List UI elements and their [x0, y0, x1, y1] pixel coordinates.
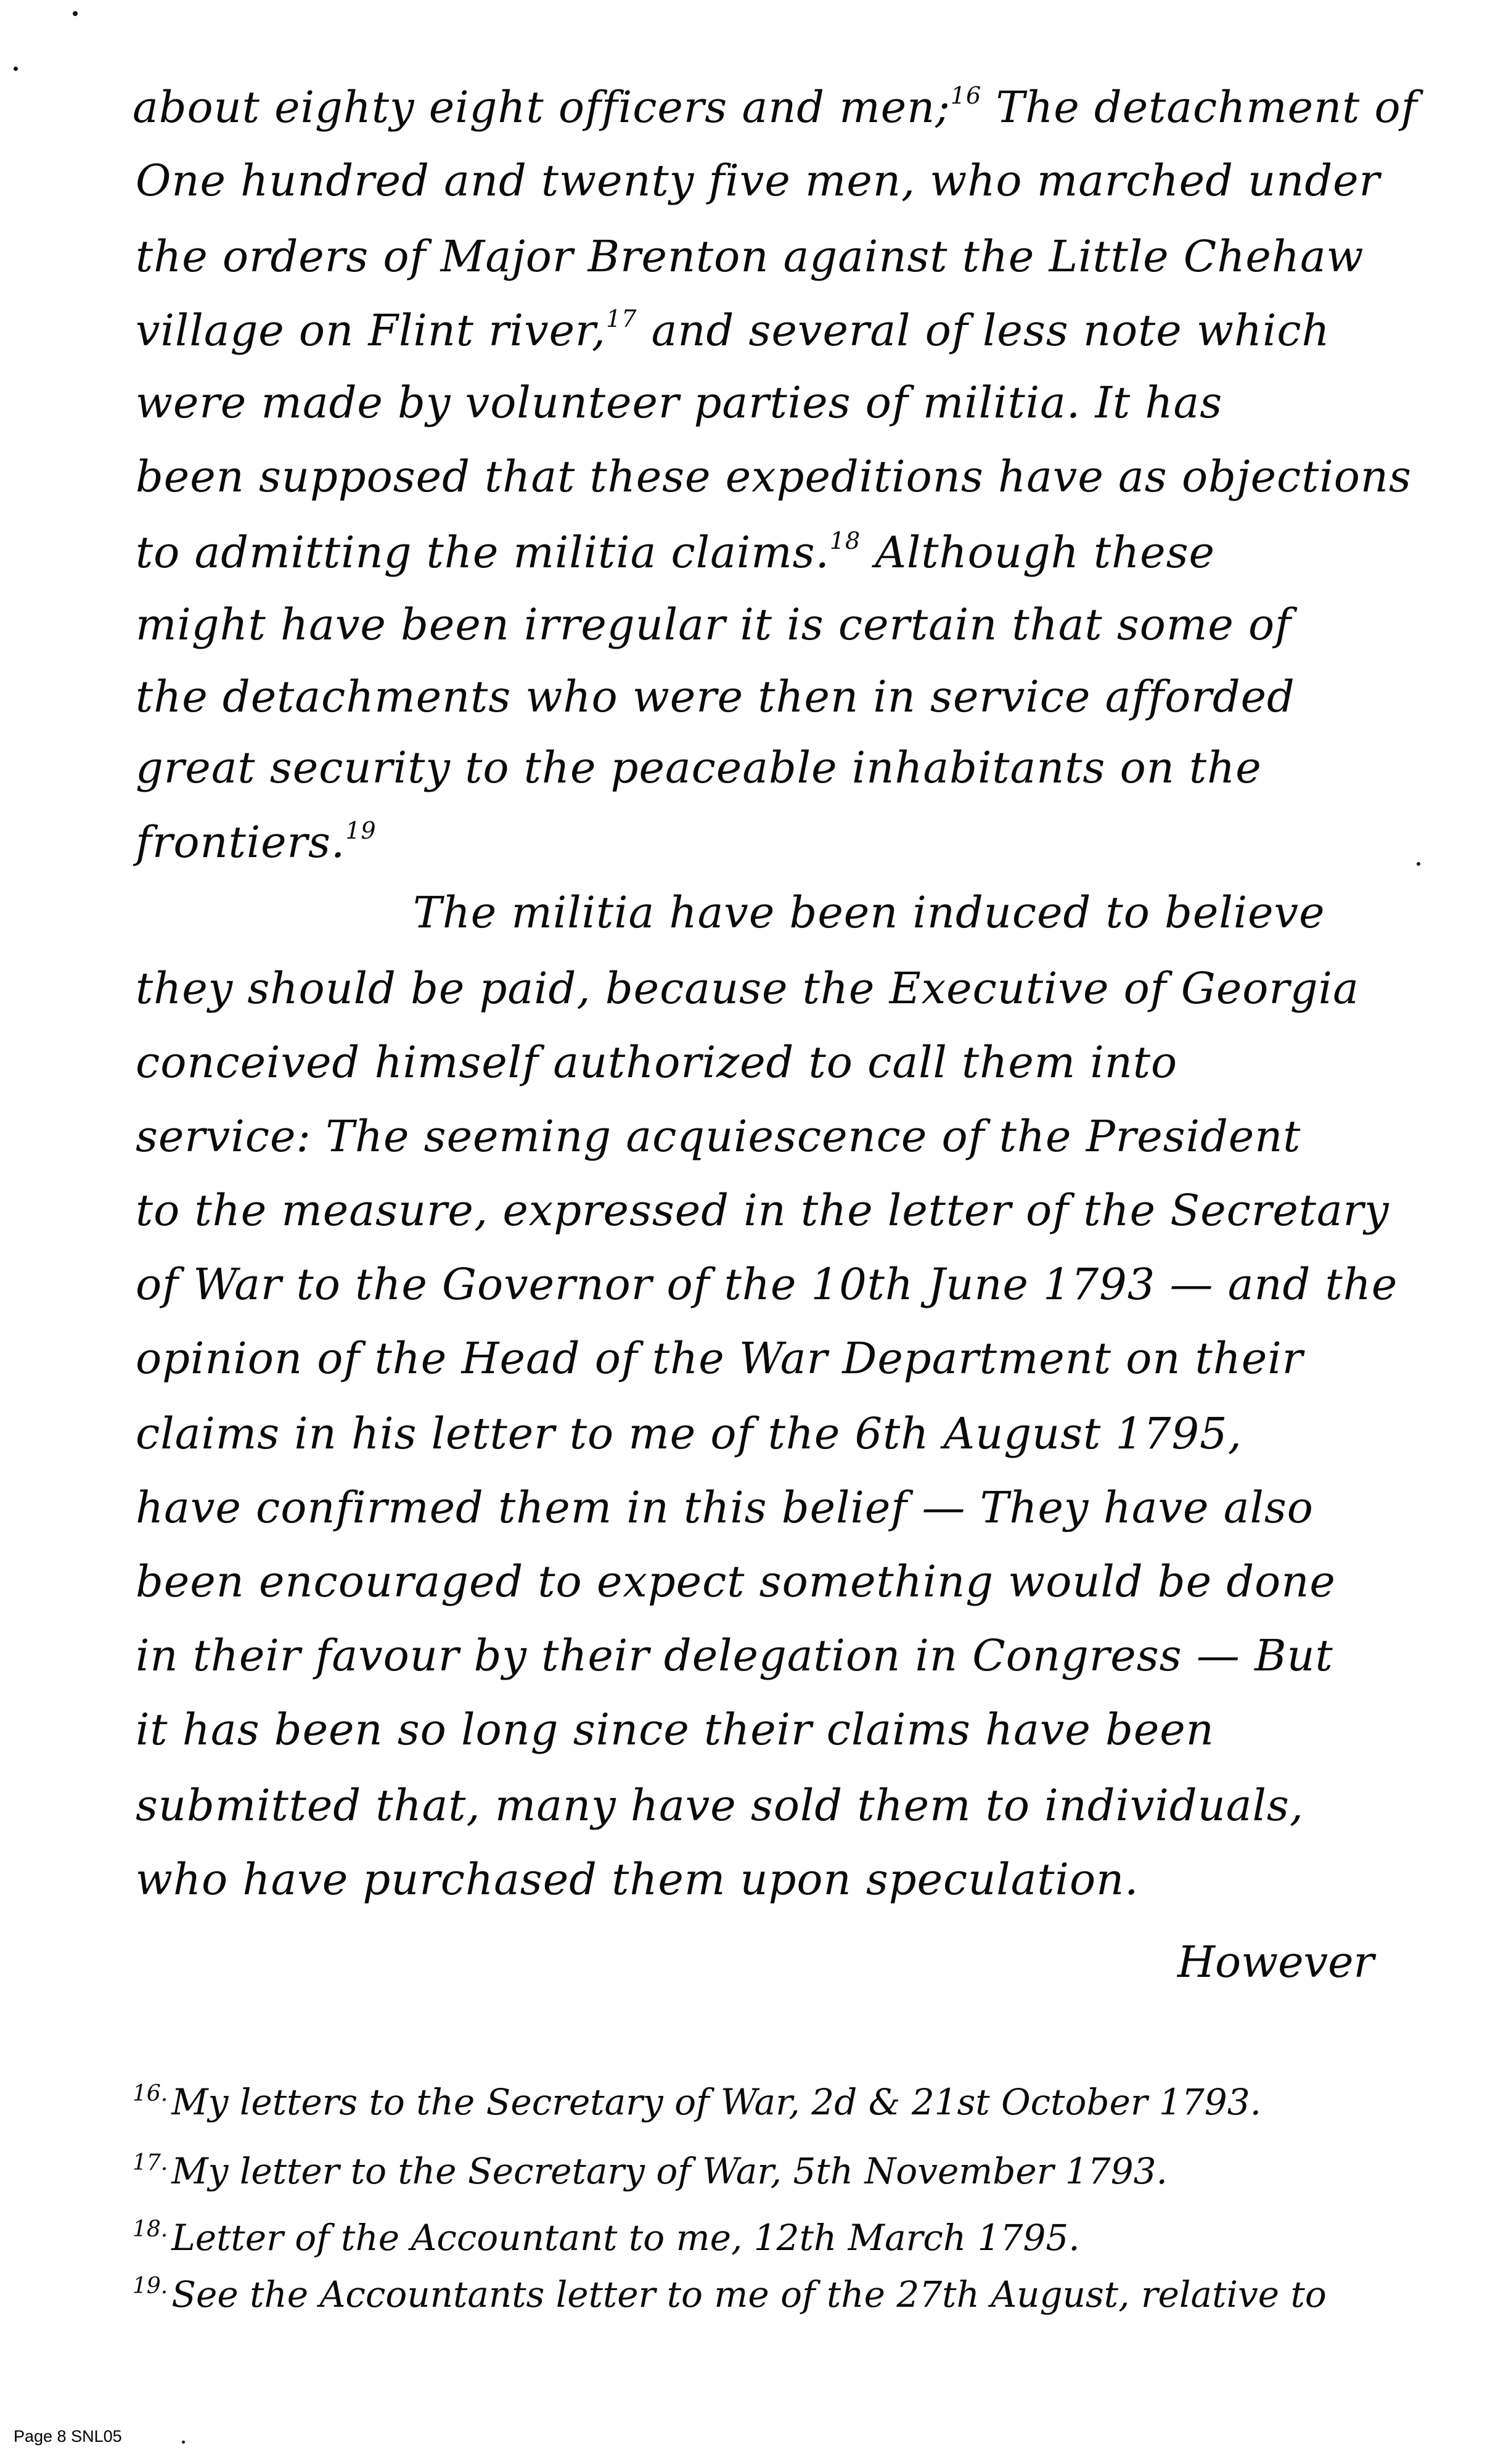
line-text: service: The seeming acquiescence of the President [136, 1111, 1301, 1162]
manuscript-line [136, 1185, 1406, 1236]
manuscript-line [136, 155, 1406, 206]
line-text: the detachments who were then in service afforded [136, 671, 1295, 722]
line-text: it has been so long since their claims have been [136, 1704, 1214, 1755]
manuscript-line [136, 305, 1406, 356]
scan-speck [1417, 862, 1420, 866]
catchword: However [1177, 1937, 1374, 1987]
line-text: Although these [861, 527, 1215, 578]
manuscript-line [136, 1259, 1406, 1310]
line-text: One hundred and twenty five men, who marched under [136, 155, 1381, 206]
footnote-number: 16. [133, 2081, 168, 2106]
line-text: great security to the peaceable inhabitants on the [136, 742, 1262, 793]
manuscript-line [136, 1408, 1406, 1459]
line-text: The detachment of [981, 82, 1418, 133]
manuscript-line [413, 887, 1406, 938]
manuscript-line [136, 1556, 1406, 1607]
footnote-number: 17. [133, 2150, 168, 2175]
manuscript-line [136, 1630, 1406, 1681]
footnote [133, 2081, 1415, 2123]
footnote-number: 18. [133, 2217, 168, 2242]
line-text: conceived himself authorized to call them into [136, 1037, 1178, 1088]
line-text: The militia have been induced to believe [413, 887, 1325, 938]
line-text: frontiers. [136, 817, 346, 868]
page-identifier: Page 8 SNL05 [14, 2427, 122, 2446]
footnote-text: My letters to the Secretary of War, 2d & 21st October 1793. [171, 2081, 1262, 2123]
line-text: of War to the Governor of the 10th June 1793 — and the [136, 1259, 1398, 1310]
line-text: been supposed that these expeditions have as objections [136, 451, 1412, 502]
manuscript-line [136, 377, 1406, 428]
line-text: about eighty eight officers and men; [133, 82, 951, 133]
manuscript-line [136, 1111, 1406, 1162]
line-text: in their favour by their delegation in Congress — But [136, 1630, 1333, 1681]
manuscript-line [136, 1704, 1406, 1755]
manuscript-line [136, 963, 1406, 1014]
line-text: might have been irregular it is certain that some of [136, 599, 1292, 650]
footnote-ref: 19 [345, 817, 377, 844]
manuscript-line [136, 231, 1406, 282]
line-text: to admitting the militia claims. [136, 527, 830, 578]
footnote-text: Letter of the Accountant to me, 12th March 1795. [171, 2217, 1080, 2259]
manuscript-line [136, 1854, 1406, 1905]
manuscript-line [136, 742, 1406, 793]
line-text: claims in his letter to me of the 6th August 1795, [136, 1408, 1242, 1459]
line-text: and several of less note which [637, 305, 1330, 356]
line-text: village on Flint river, [136, 305, 607, 356]
manuscript-line [136, 1780, 1406, 1831]
footnote [133, 2217, 1415, 2259]
footnote-ref: 18 [829, 527, 861, 554]
manuscript-line [136, 1482, 1406, 1533]
manuscript-line [136, 1037, 1406, 1088]
line-text: who have purchased them upon speculation. [136, 1854, 1139, 1905]
footnote [133, 2150, 1415, 2192]
manuscript-line [136, 817, 1406, 868]
manuscript-line [136, 671, 1406, 722]
manuscript-line [133, 82, 1418, 133]
manuscript-line [136, 451, 1412, 502]
line-text: have confirmed them in this belief — They have also [136, 1482, 1314, 1533]
line-text: been encouraged to expect something would be done [136, 1556, 1336, 1607]
line-text: the orders of Major Brenton against the Little Chehaw [136, 231, 1364, 282]
footnote-text: See the Accountants letter to me of the 27th August, relative to [171, 2273, 1327, 2315]
scan-speck [182, 2441, 185, 2444]
footnote-number: 19. [133, 2273, 168, 2299]
footnote [133, 2273, 1415, 2315]
manuscript-line [136, 599, 1406, 650]
line-text: to the measure, expressed in the letter of the Secretary [136, 1185, 1390, 1236]
line-text: opinion of the Head of the War Department on their [136, 1333, 1304, 1384]
scan-speck [14, 67, 18, 71]
scan-speck [73, 11, 78, 16]
manuscript-line [136, 1333, 1406, 1384]
line-text: submitted that, many have sold them to individuals, [136, 1780, 1304, 1831]
footnote-ref: 16 [950, 82, 982, 109]
footnote-ref: 17 [606, 305, 637, 332]
footnote-text: My letter to the Secretary of War, 5th November 1793. [171, 2150, 1168, 2192]
line-text: were made by volunteer parties of militia. It has [136, 377, 1223, 428]
line-text: they should be paid, because the Executive of Georgia [136, 963, 1359, 1014]
manuscript-line [136, 527, 1406, 578]
